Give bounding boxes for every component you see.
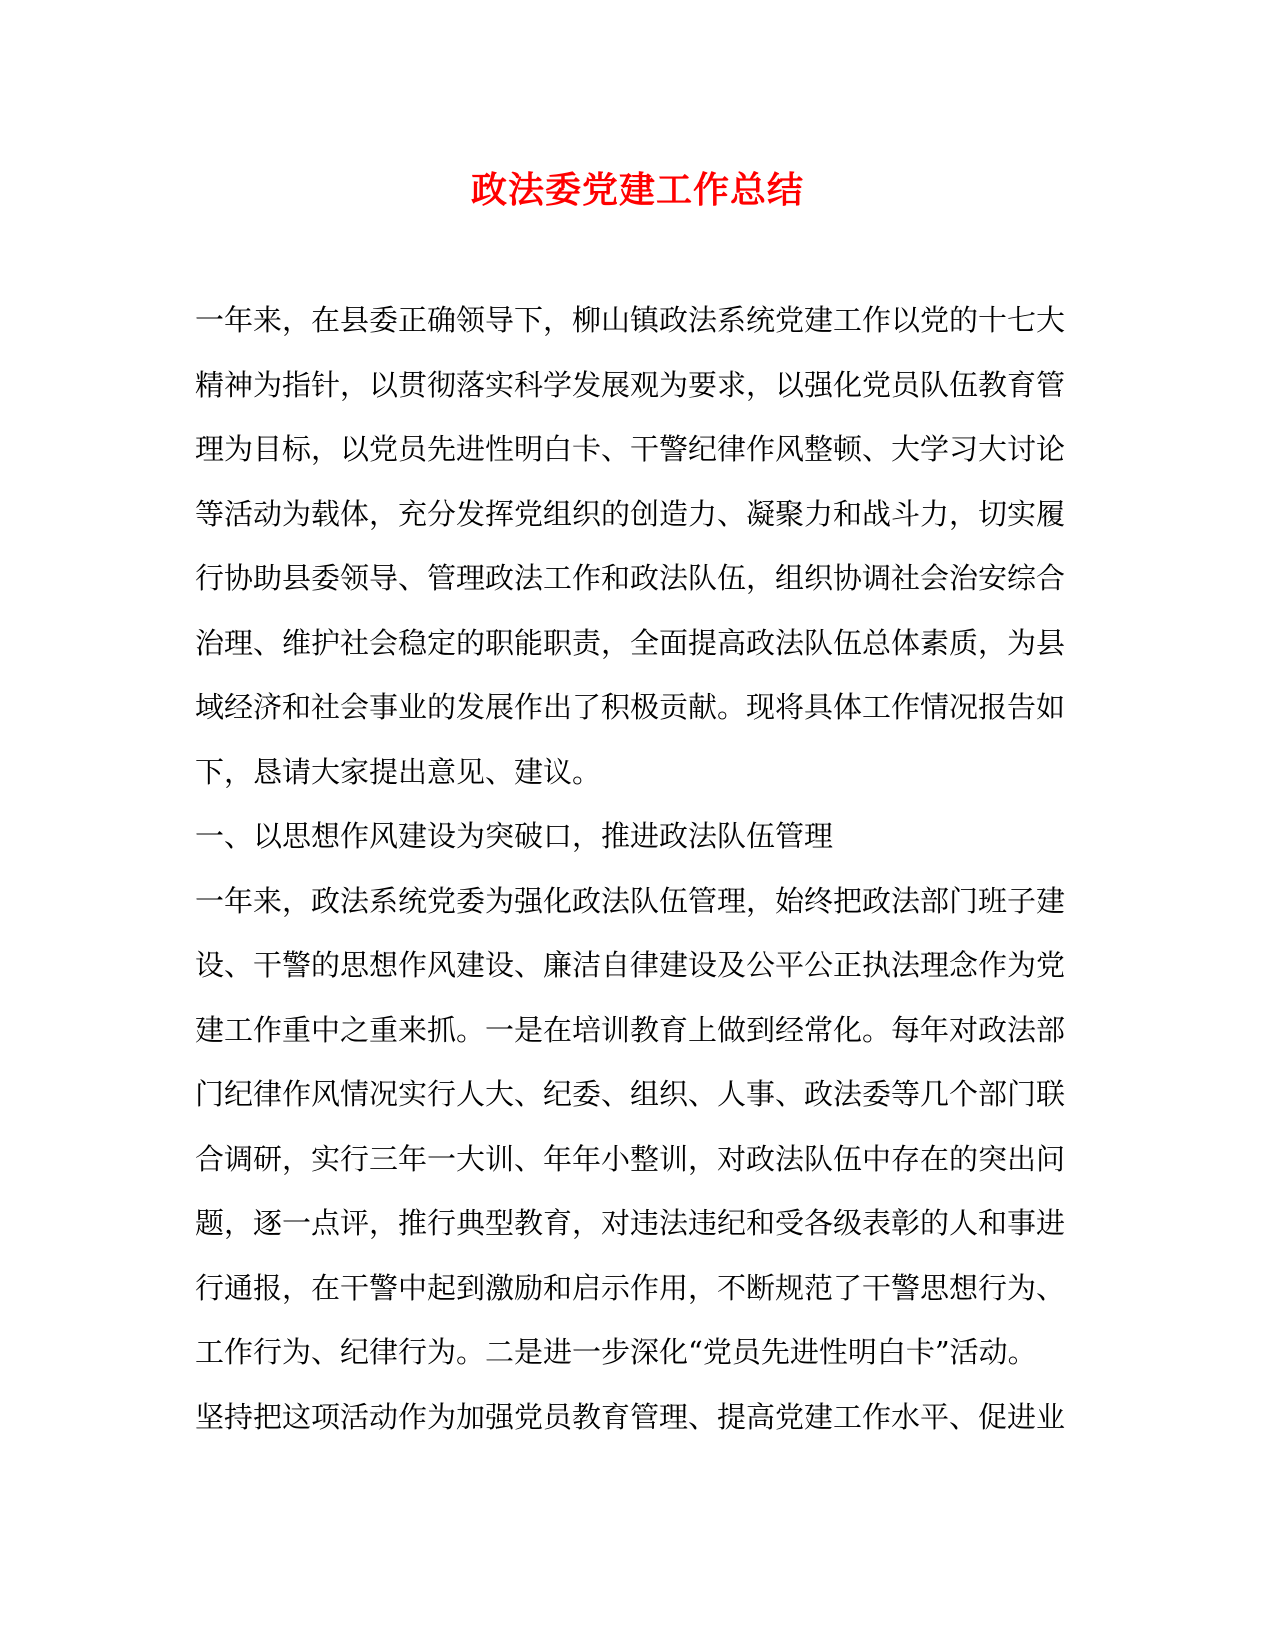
text-line: 工作行为、纪律行为。二是进一步深化“党员先进性明白卡”活动。 (195, 1335, 1037, 1369)
text-line: 下，恳请大家提出意见、建议。 (195, 754, 602, 789)
document-body (195, 288, 1071, 1449)
text-line: 治理、维护社会稳定的职能职责，全面提高政法队伍总体素质，为县 (195, 625, 1066, 660)
text-line: 一年来，在县委正确领导下，柳山镇政法系统党建工作以党的十七大 (195, 303, 1066, 337)
text-line: 精神为指针，以贯彻落实科学发展观为要求，以强化党员队伍教育管 (195, 367, 1066, 402)
text-line: 行通报，在干警中起到激励和启示作用，不断规范了干警思想行为、 (195, 1270, 1066, 1305)
text-line: 坚持把这项活动作为加强党员教育管理、提高党建工作水平、促进业 (195, 1399, 1066, 1434)
text-line: 题，逐一点评，推行典型教育，对违法违纪和受各级表彰的人和事进 (195, 1206, 1066, 1240)
text-line: 门纪律作风情况实行人大、纪委、组织、人事、政法委等几个部门联 (195, 1077, 1066, 1111)
document-title: 政法委党建工作总结 (470, 169, 804, 211)
text-line: 域经济和社会事业的发展作出了积极贡献。现将具体工作情况报告如 (195, 690, 1066, 724)
text-line: 合调研，实行三年一大训、年年小整训，对政法队伍中存在的突出问 (195, 1141, 1066, 1176)
text-line: 行协助县委领导、管理政法工作和政法队伍，组织协调社会治安综合 (195, 561, 1066, 595)
text-line: 理为目标，以党员先进性明白卡、干警纪律作风整顿、大学习大讨论 (195, 432, 1066, 466)
text-line: 建工作重中之重来抓。一是在培训教育上做到经常化。每年对政法部 (195, 1012, 1066, 1047)
section-heading: 一、以思想作风建设为突破口，推进政法队伍管理 (195, 819, 834, 853)
text-line: 设、干警的思想作风建设、廉洁自律建设及公平公正执法理念作为党 (195, 948, 1066, 982)
text-line: 等活动为载体，充分发挥党组织的创造力、凝聚力和战斗力，切实履 (195, 496, 1066, 531)
text-line: 一年来，政法系统党委为强化政法队伍管理，始终把政法部门班子建 (195, 883, 1066, 918)
